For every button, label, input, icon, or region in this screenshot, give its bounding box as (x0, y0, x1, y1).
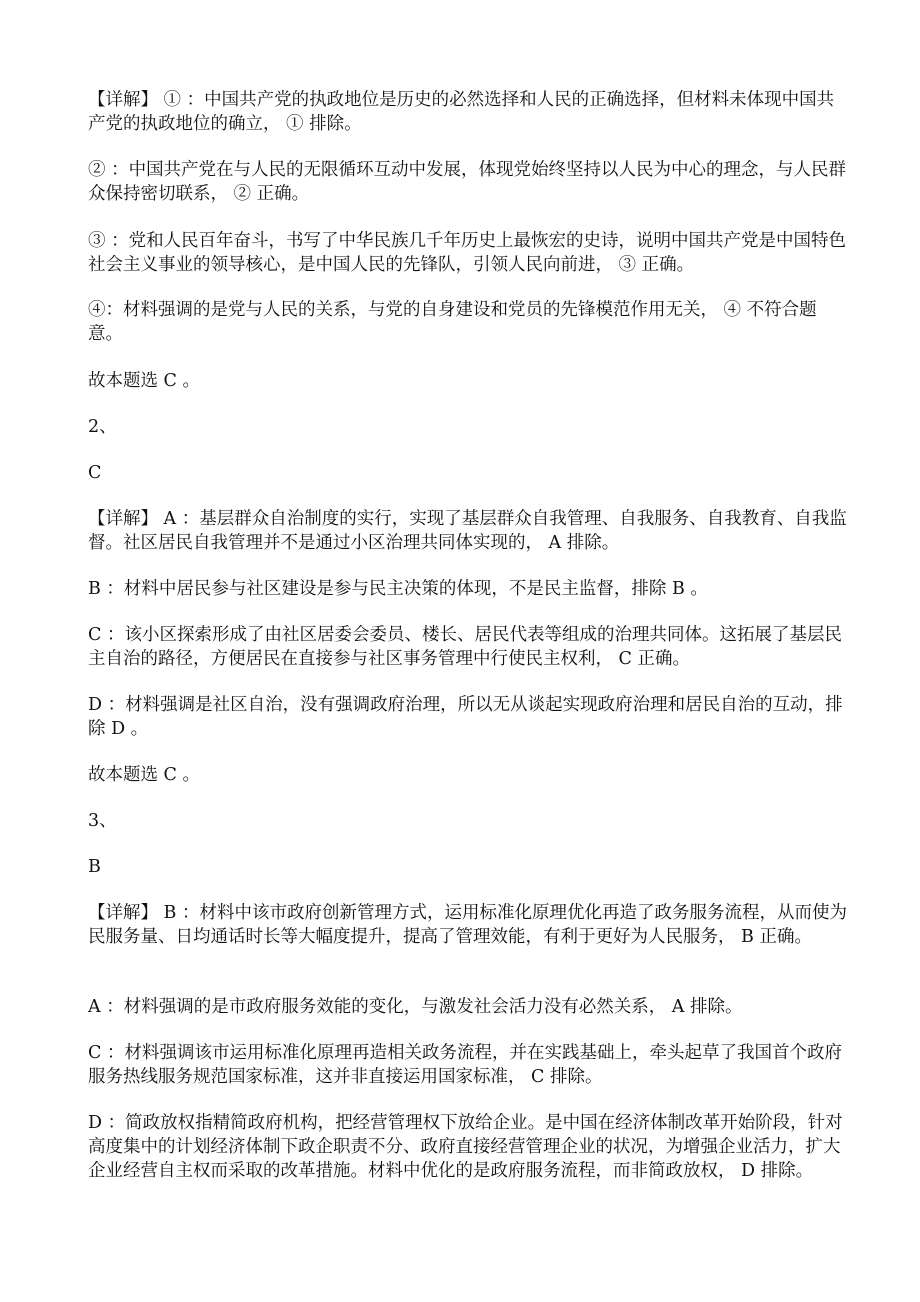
paragraph-q2-optionC: C ：该小区探索形成了由社区居委会委员、楼长、居民代表等组成的治理共同体。这拓展了基层民主自治的路径，方便居民在直接参与社区事务管理中行使民主权利， C 正确。 (88, 625, 842, 669)
paragraph-q1-option2: ② ：中国共产党在与人民的无限循环互动中发展，体现党始终坚持以人民为中心的理念，与人民群众保持密切联系， ② 正确。 (88, 160, 847, 204)
answer-letter-2: C (88, 463, 102, 483)
question-number-3: 3、 (88, 811, 117, 831)
paragraph-q1-detail: 【详解】 ① ：中国共产党的执政地位是历史的必然选择和人民的正确选择，但材料未体现中国共产党的执政地位的确立， ① 排除。 (88, 90, 835, 134)
paragraph-q2-detail: 【详解】 A ：基层群众自治制度的实行，实现了基层群众自我管理、自我服务、自我教育、自我监督。社区居民自我管理并不是通过小区治理共同体实现的， A 排除。 (88, 509, 847, 553)
paragraph-q1-option4: ④：材料强调的是党与人民的关系，与党的自身建设和党员的先锋模范作用无关， ④ 不符合题意。 (88, 300, 817, 344)
paragraph-q2-answer: 故本题选 C 。 (88, 765, 201, 785)
paragraph-q3-optionA: A ：材料强调的是市政府服务效能的变化，与激发社会活力没有必然关系， A 排除。 (88, 997, 743, 1017)
paragraph-q3-optionD: D ：简政放权指精简政府机构，把经营管理权下放给企业。是中国在经济体制改革开始阶段，针对高度集中的计划经济体制下政企职责不分、政府直接经营管理企业的状况，为增强企业活力，扩大企业经营自主权而采取的改革措施。材料中优化的是政府服务流程，而非简政放权， D 排除。 (88, 1113, 843, 1181)
question-number-2: 2、 (88, 417, 117, 437)
paragraph-q2-optionD: D ：材料强调是社区自治，没有强调政府治理，所以无从谈起实现政府治理和居民自治的互动，排除 D 。 (88, 695, 843, 739)
paragraph-q1-answer: 故本题选 C 。 (88, 371, 201, 391)
paragraph-q1-option3: ③ ：党和人民百年奋斗，书写了中华民族几千年历史上最恢宏的史诗，说明中国共产党是中国特色社会主义事业的领导核心，是中国人民的先锋队，引领人民向前进， ③ 正确。 (88, 231, 847, 275)
paragraph-q2-optionB: B ：材料中居民参与社区建设是参与民主决策的体现，不是民主监督，排除 B 。 (88, 579, 708, 599)
answer-letter-3: B (88, 857, 101, 877)
paragraph-q3-detail: 【详解】 B ：材料中该市政府创新管理方式，运用标准化原理优化再造了政务服务流程，从而使为民服务量、日均通话时长等大幅度提升，提高了管理效能，有利于更好为人民服务， B 正确。 (88, 903, 847, 947)
paragraph-q3-optionC: C ：材料强调该市运用标准化原理再造相关政务流程，并在实践基础上，牵头起草了我国首个政府服务热线服务规范国家标准，这并非直接运用国家标准， C 排除。 (88, 1043, 842, 1087)
